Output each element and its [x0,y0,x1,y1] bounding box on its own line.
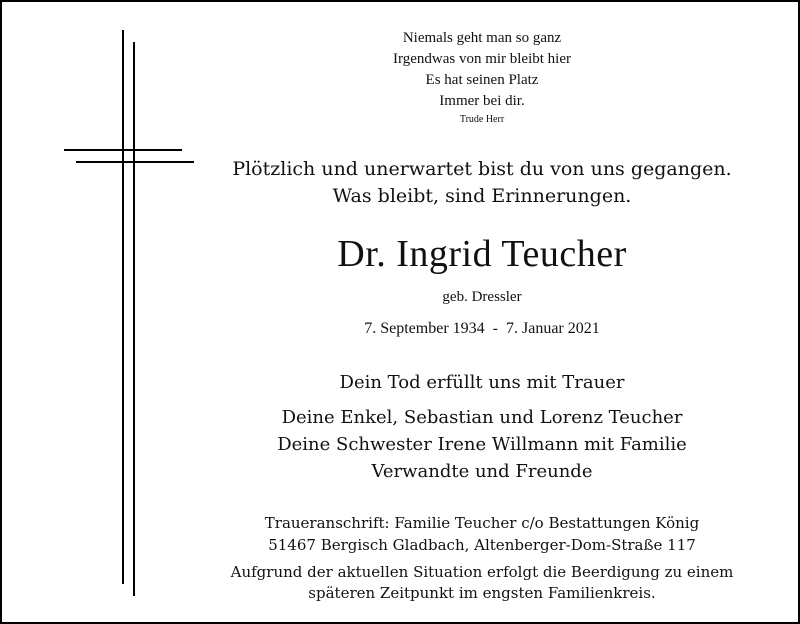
life-dates: 7. September 1934 - 7. Januar 2021 [364,320,600,337]
note-line: Aufgrund der aktuellen Situation erfolgt die Beerdigung zu einem [230,563,734,581]
intro-line: Was bleibt, sind Erinnerungen. [332,185,632,207]
mourner: Verwandte und Freunde [371,461,593,482]
mourner: Deine Enkel, Sebastian und Lorenz Teucher [281,407,683,428]
intro-line: Plötzlich und unerwartet bist du von uns gegangen. [232,158,732,180]
poem-line: Immer bei dir. [439,93,525,109]
poem-author: Trude Herr [459,114,505,125]
address-line: 51467 Bergisch Gladbach, Altenberger-Dom-Straße 117 [268,536,696,554]
poem-line: Irgendwas von mir bleibt hier [392,51,571,67]
maiden-name: geb. Dressler [442,289,522,305]
note-line: späteren Zeitpunkt im engsten Familienkreis. [308,584,656,602]
poem-line: Niemals geht man so ganz [402,30,562,46]
mourning-line: Dein Tod erfüllt uns mit Trauer [339,372,625,393]
poem-line: Es hat seinen Platz [425,72,539,88]
address-line: Traueranschrift: Familie Teucher c/o Bestattungen König [264,514,700,532]
deceased-name: Dr. Ingrid Teucher [337,233,627,275]
mourner: Deine Schwester Irene Willmann mit Familie [277,434,687,455]
